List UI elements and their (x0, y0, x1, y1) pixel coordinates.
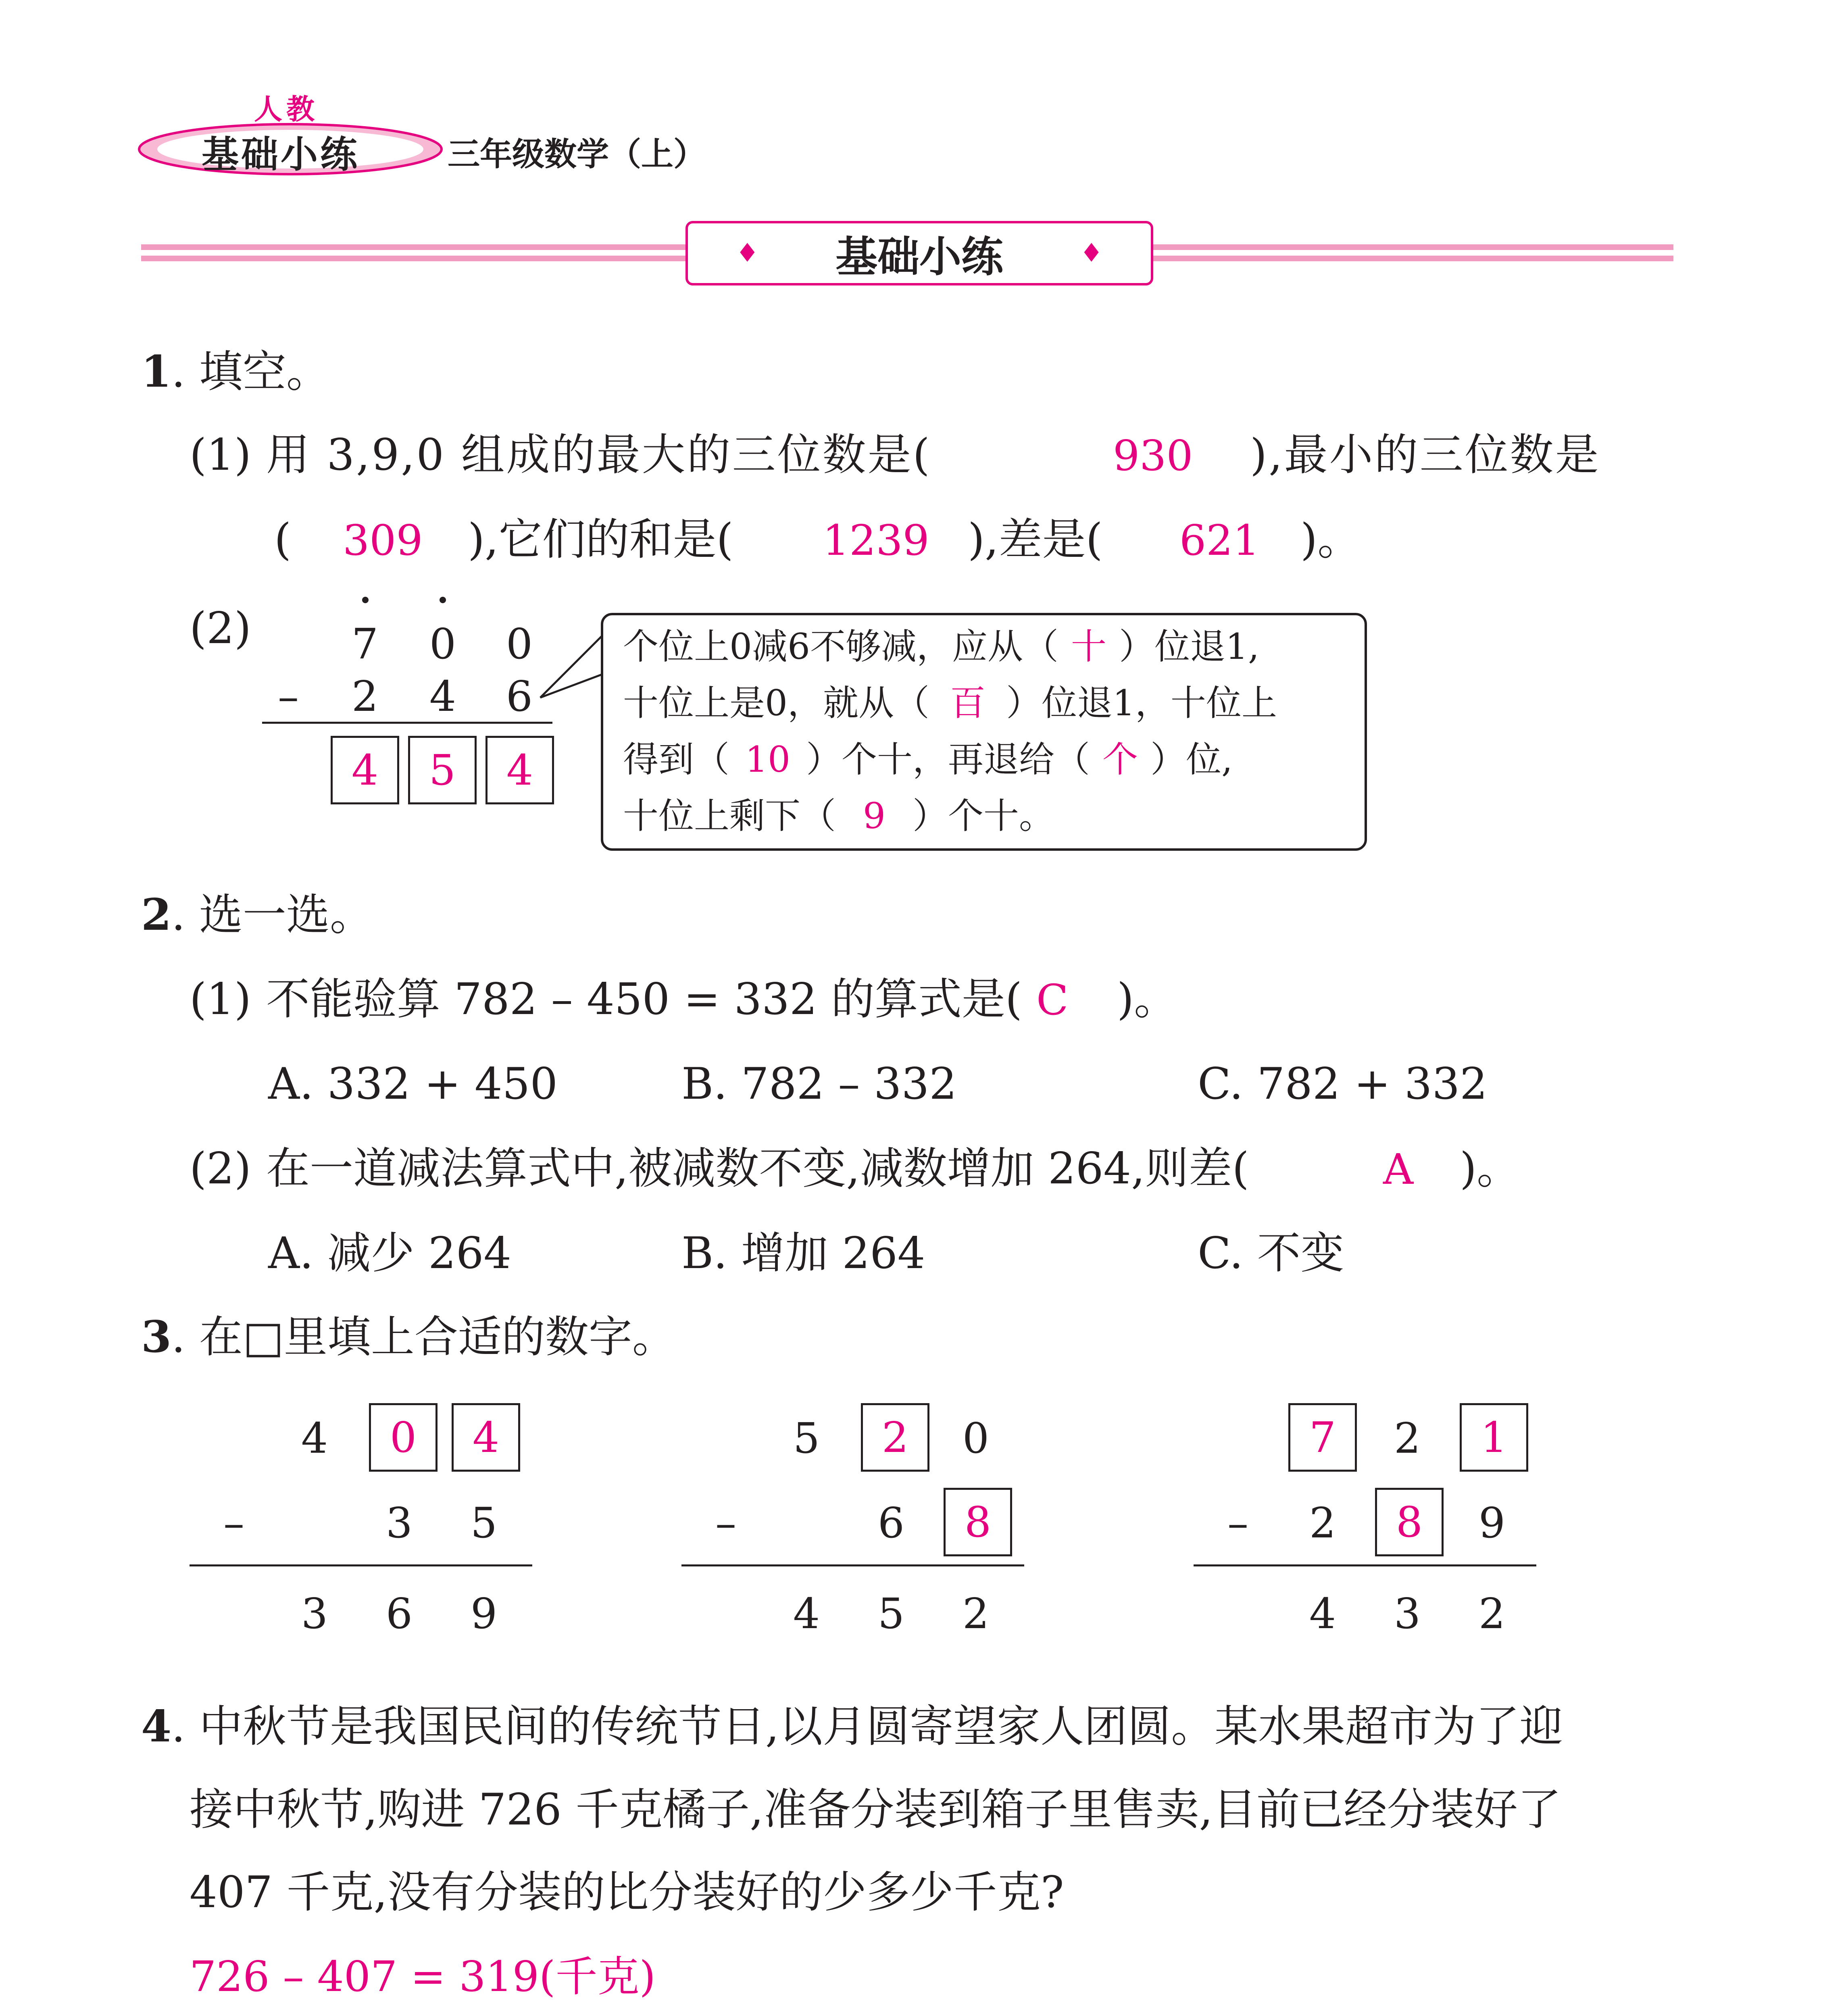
q4-number: 4 (141, 1701, 172, 1752)
callout-answer-3: 10 (745, 739, 790, 780)
q2-p1-option-c: C. 782 + 332 (1198, 1059, 1488, 1109)
q3-number: 3 (141, 1312, 172, 1362)
q3-p1-box: 4 (452, 1403, 520, 1472)
q1-heading (141, 346, 330, 397)
q2-p2-option-a: A. 减少 264 (268, 1228, 512, 1279)
q3-p1-res-digit: 3 (301, 1589, 328, 1638)
q2-number: 2 (141, 889, 172, 940)
q3-p1-rule (190, 1564, 532, 1566)
q2-p1-answer: C (1036, 975, 1069, 1025)
callout-line-1: 个位上0减6不够减，应从（ 十 ）位退1, (623, 626, 1259, 667)
q2-p1-option-a: A. 332 + 450 (268, 1059, 558, 1109)
q3-p3-box: 7 (1288, 1403, 1357, 1472)
q3-p3-top-digit: 2 (1394, 1414, 1421, 1463)
q1-p1-text-d: ),差是( (968, 514, 1103, 565)
callout-line-3: 得到（ 10 ）个十，再退给（ 个 ）位, (623, 739, 1233, 780)
callout-line-4: 十位上剩下（ 9 ）个十。 (623, 795, 1055, 837)
q1-p2-top-digit: 7 (351, 619, 379, 669)
q3-p3-box: 8 (1375, 1488, 1444, 1556)
q2-p2-text-b: )。 (1460, 1143, 1521, 1194)
q4-line-3: 407 千克,没有分装的比分装好的少多少千克? (190, 1867, 1064, 1918)
diamond-left-icon: ♦ (735, 238, 759, 268)
borrow-dot-hundreds (362, 597, 369, 603)
q3-p2-top-digit: 0 (962, 1414, 990, 1463)
q1-p1-text-e: )。 (1300, 514, 1361, 565)
q2-p1-label: (1) (190, 974, 251, 1025)
q3-p2-res-digit: 2 (962, 1589, 990, 1638)
q3-p3-res-digit: 4 (1309, 1589, 1336, 1638)
section-title: 基础小练 (835, 232, 1003, 281)
q1-answer-diff: 621 (1179, 516, 1260, 565)
q3-p2-sub-digit: 6 (877, 1498, 905, 1547)
q1-title: . 填空。 (171, 347, 330, 397)
q4-line-1: 4. 中秋节是我国民间的传统节日,以月圆寄望家人团圆。某水果超市为了迎 (141, 1701, 1563, 1752)
borrow-dot-tens (440, 597, 446, 603)
q2-p1-text-b: )。 (1117, 974, 1178, 1025)
q3-p3-sub-digit: 9 (1478, 1498, 1506, 1547)
q2-heading (141, 889, 373, 940)
q3-title: . 在□里填上合适的数字。 (171, 1312, 676, 1362)
q2-p2-label: (2) (190, 1143, 251, 1194)
q1-p2-result-box: 4 (331, 736, 399, 804)
q3-p1-box: 0 (369, 1403, 438, 1472)
q3-p1-res-digit: 6 (385, 1589, 413, 1638)
q3-p3-res-digit: 3 (1394, 1589, 1421, 1638)
q1-answer-sum: 1239 (823, 516, 929, 565)
q1-p2-rule (262, 722, 552, 724)
q3-p1-res-digit: 9 (470, 1589, 498, 1638)
q3-p1-sub-digit: 5 (470, 1498, 498, 1547)
q4-line-2: 接中秋节,购进 726 千克橘子,准备分装到箱子里售卖,目前已经分装好了 (190, 1785, 1561, 1835)
callout-line-2: 十位上是0，就从（ 百 ）位退1，十位上 (623, 682, 1277, 724)
q1-answer-min: 309 (343, 516, 423, 565)
q3-p2-rule (681, 1564, 1024, 1566)
q2-p2-option-c: C. 不变 (1198, 1228, 1344, 1279)
q3-p2-top-digit: 5 (793, 1414, 820, 1463)
q3-p1-sub-digit: 3 (385, 1498, 413, 1547)
q1-p1-text-c: ),它们的和是( (468, 514, 733, 565)
q1-answer-max: 930 (1113, 431, 1193, 480)
q1-p2-sub-digit: 4 (429, 672, 456, 721)
callout-answer-1: 十 (1071, 626, 1106, 667)
q3-p3-box: 1 (1460, 1403, 1528, 1472)
q2-p2-answer: A (1383, 1145, 1414, 1194)
diamond-right-icon: ♦ (1080, 238, 1103, 268)
q3-p2-minus: – (715, 1498, 736, 1547)
q1-p1-open-b: ( (274, 514, 292, 565)
q1-p1-label: (1) (190, 430, 251, 480)
q2-p1-option-b: B. 782 – 332 (681, 1059, 957, 1109)
q1-p1-text-a: 用 3,9,0 组成的最大的三位数是( (266, 430, 931, 480)
q1-p2-sub-digit: 6 (506, 672, 533, 721)
callout-answer-2: 百 (950, 682, 986, 724)
q1-p2-result-box: 5 (408, 736, 477, 804)
q1-p2-sub-digit: 2 (351, 672, 379, 721)
q3-heading (141, 1312, 676, 1362)
q1-p2-minus: – (278, 672, 299, 721)
q1-p2-label: (2) (190, 603, 251, 654)
q3-p2-box: 8 (944, 1488, 1012, 1556)
callout-gap (603, 645, 611, 689)
brand-top: 人教 (254, 93, 319, 126)
callout-answer-5: 9 (863, 795, 886, 837)
q1-p2-top-digit: 0 (506, 619, 533, 669)
q3-p2-box: 2 (861, 1403, 929, 1472)
q3-p1-minus: – (223, 1498, 244, 1547)
q3-p3-sub-digit: 2 (1309, 1498, 1336, 1547)
q3-p2-res-digit: 5 (877, 1589, 905, 1638)
q3-p3-rule (1194, 1564, 1536, 1566)
q2-p1-text-a: 不能验算 782 – 450 = 332 的算式是( (266, 974, 1023, 1025)
q4-solution-1: 726 – 407 = 319(千克) (190, 1952, 656, 2001)
q3-p2-res-digit: 4 (793, 1589, 820, 1638)
callout-answer-4: 个 (1102, 739, 1138, 780)
brand-main: 基础小练 (202, 133, 360, 176)
q2-p2-option-b: B. 增加 264 (681, 1228, 925, 1279)
q1-p2-result-box: 4 (485, 736, 554, 804)
q1-p1-text-b: ),最小的三位数是 (1250, 430, 1600, 480)
q1-number: 1 (141, 346, 172, 397)
q1-p2-top-digit: 0 (429, 619, 456, 669)
book-subtitle: 三年级数学（上） (448, 135, 706, 173)
q2-p2-text-a: 在一道减法算式中,被减数不变,减数增加 264,则差( (266, 1143, 1249, 1194)
q3-p1-top-digit: 4 (301, 1414, 328, 1463)
section-title-box (685, 221, 1153, 285)
q3-p3-minus: – (1227, 1498, 1248, 1547)
q3-p3-res-digit: 2 (1478, 1589, 1506, 1638)
q2-title: . 选一选。 (171, 890, 373, 940)
